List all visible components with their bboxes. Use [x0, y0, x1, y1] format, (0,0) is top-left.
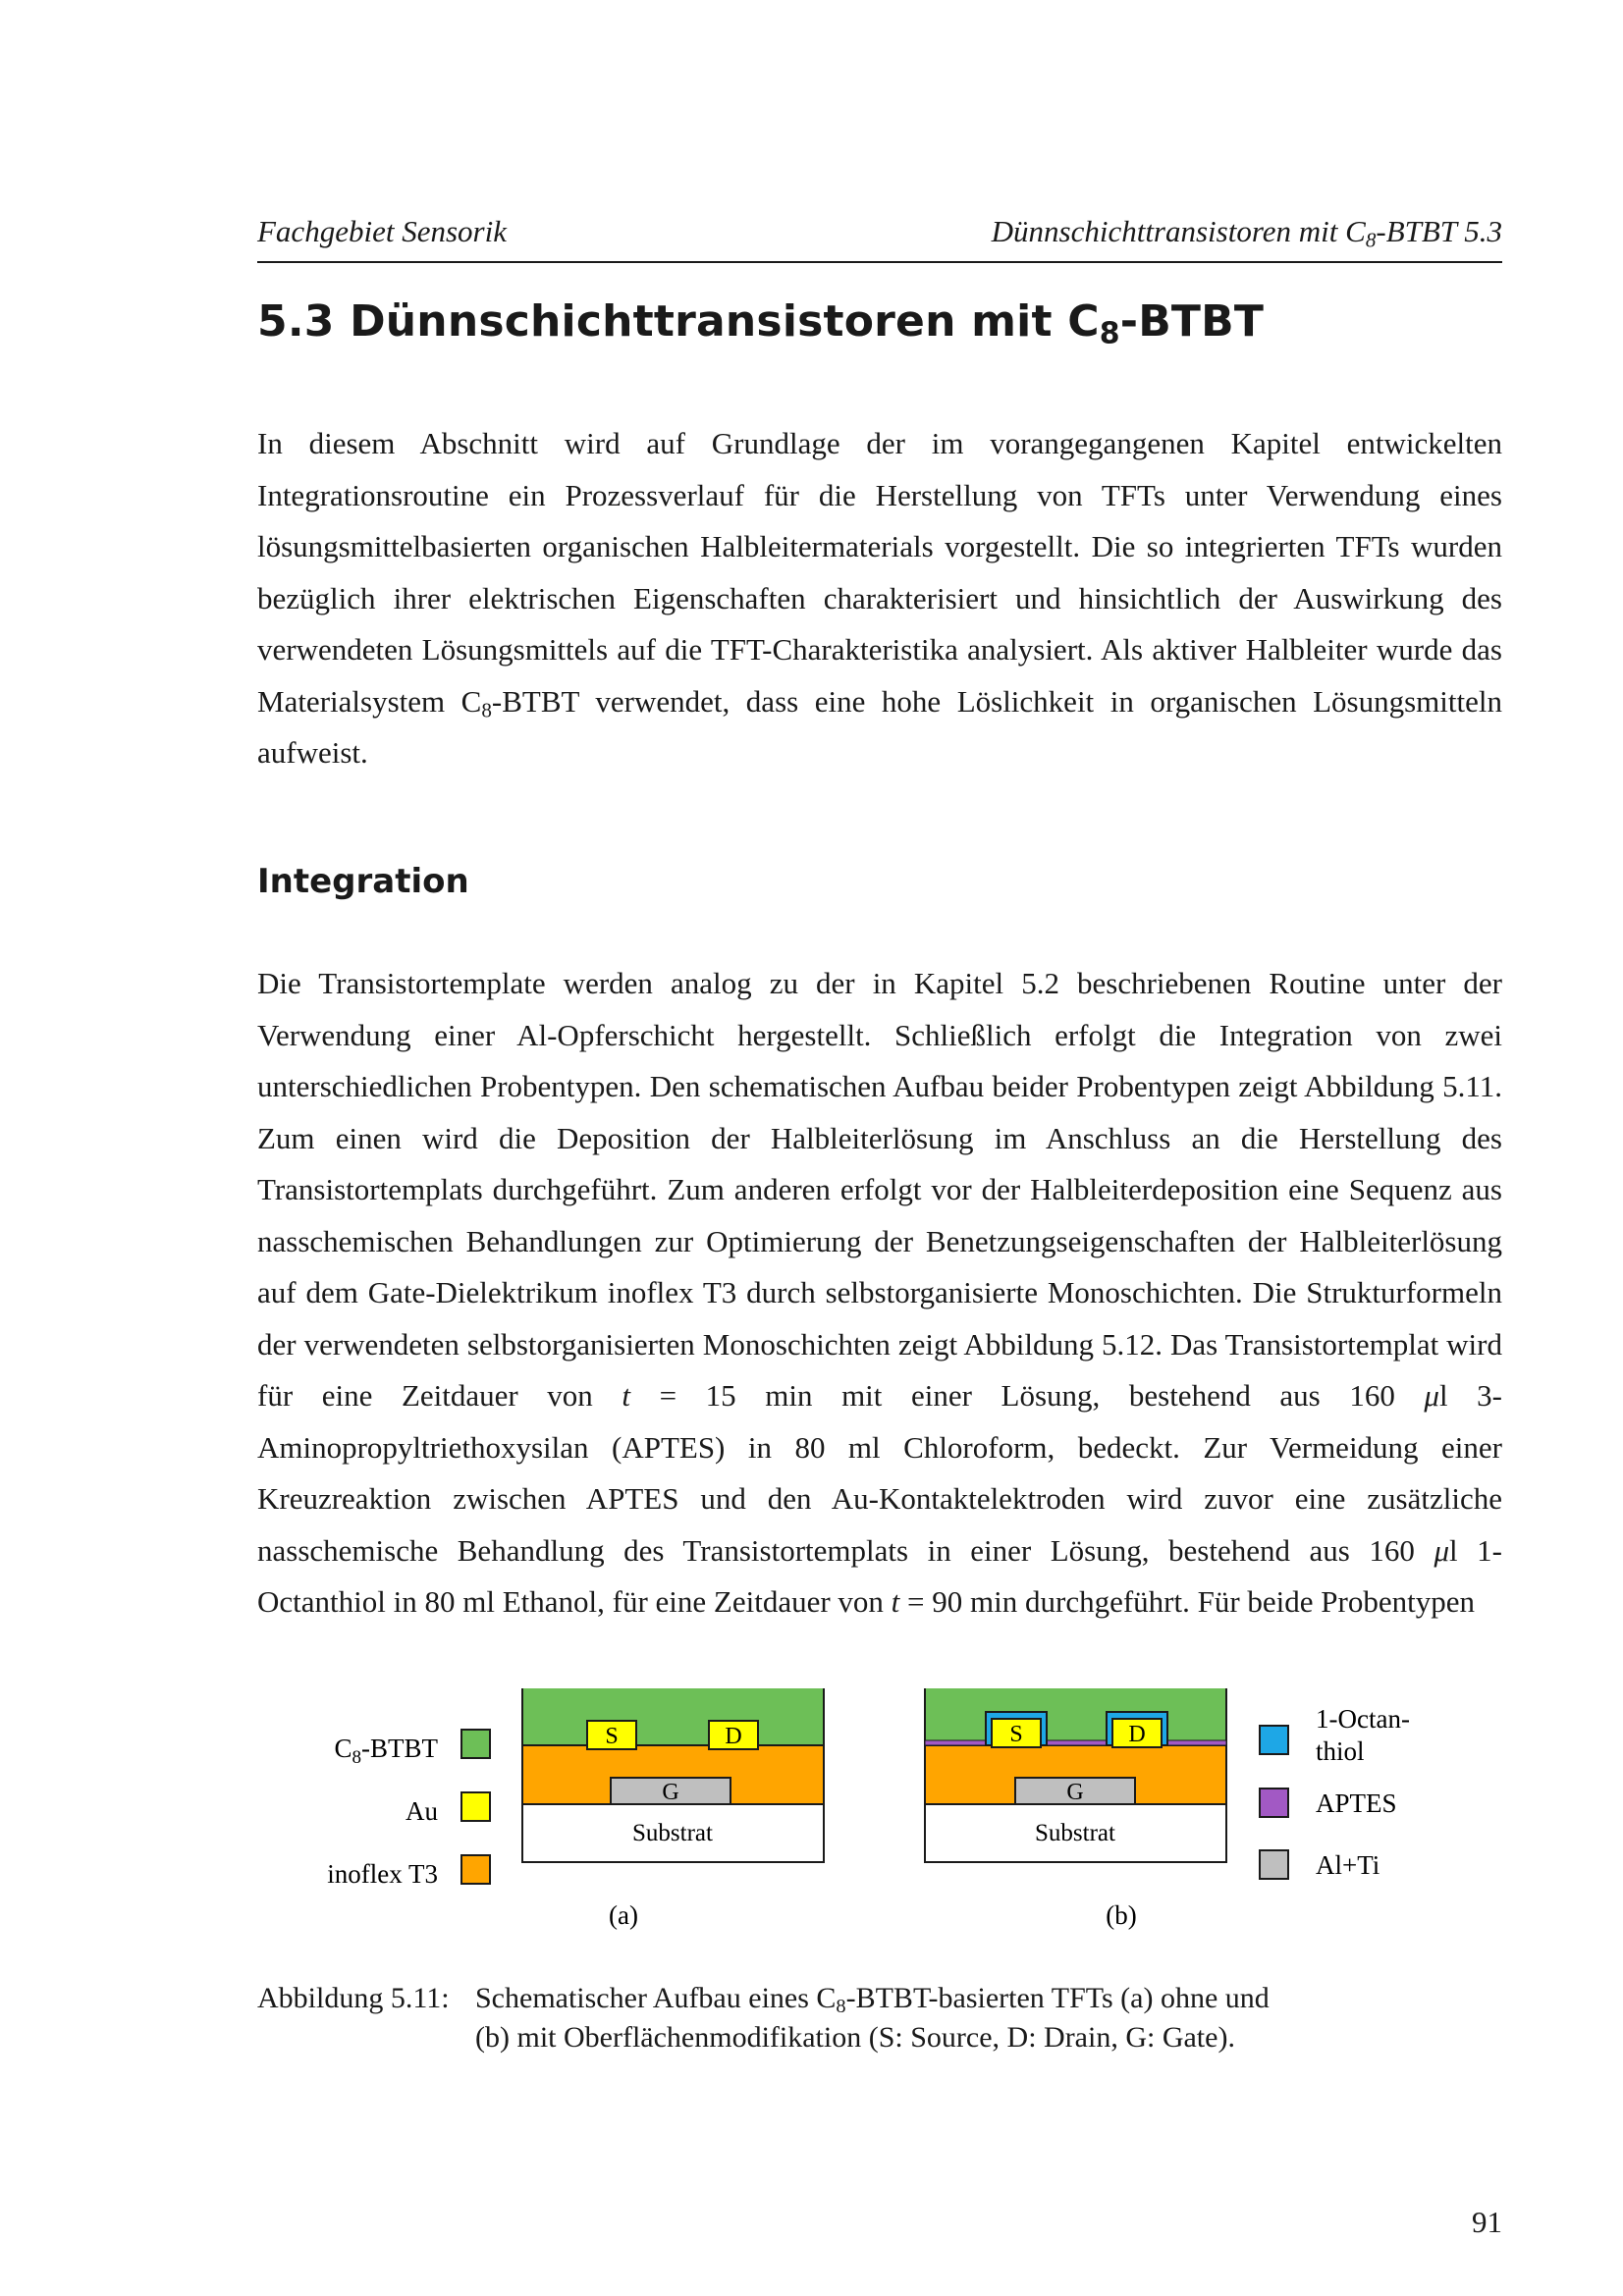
legend-swatch-inoflex: [461, 1855, 490, 1884]
gate-label-a: G: [662, 1780, 679, 1805]
header-right: Dünnschichttransistoren mit $C_8$-BTBT 5.3: [991, 214, 1502, 252]
drain-label-a: D: [725, 1724, 742, 1749]
legend-label-aptes: APTES: [1316, 1789, 1397, 1818]
legend-label-au: Au: [406, 1796, 438, 1826]
subfigure-label-b: (b): [1106, 1900, 1137, 1930]
layer-c8btbt-a: [522, 1688, 824, 1745]
source-label-a: S: [605, 1724, 619, 1749]
aptes-layer-b: [925, 1740, 1226, 1745]
legend-label-octanthiol-line1: 1-Octan-: [1316, 1704, 1410, 1734]
legend-swatch-c8btbt: [461, 1730, 490, 1758]
paragraph-integration: Die Transistortemplate werden analog zu der in Kapitel 5.2 beschriebenen Routine unter der Verwendung einer Al-Opferschicht hergestellt. Schließlich erfolgt die Integration von zwei unterschiedlichen Probentypen. Den schematischen Aufbau beider Probentypen zeigt Abbildung 5.11. Zum einen wird die Deposition der Halbleiterlösung im Anschluss an die Herstellung des Transistortemplats durchgeführt. Zum anderen erfolgt vor der Halbleiterdeposition eine Sequenz aus nasschemischen Behandlungen zur Optimierung der Benetzungseigenschaften der Halbleiterlösung auf dem Gate-Dielektrikum inoflex T3 durch selbstorganisierte Monoschichten. Die Strukturformeln der verwendeten selbstorganisierten Monoschichten zeigt Abbildung 5.12. Das Transistortemplat wird für eine Zeitdauer von t = 15 min mit einer Lösung, bestehend aus 160 μl 3-Aminopropyltriethoxysilan (APTES) in 80 ml Chloroform, bedeckt. Zur Vermeidung einer Kreuzreaktion zwischen APTES und den Au-Kontaktelektroden wird zuvor eine zusätzliche nasschemische Behandlung des Transistortemplats in einer Lösung, bestehend aus 160 μl 1-Octanthiol in 80 ml Ethanol, für eine Zeitdauer von t = 90 min durchgeführt. Für beide Probentypen: [257, 966, 1503, 1619]
subfigure-label-a: (a): [609, 1900, 638, 1930]
legend-label-c8btbt: $C_8$-BTBT: [334, 1734, 438, 1768]
source-label-b: S: [1009, 1722, 1023, 1747]
legend-label-octanthiol-line2: thiol: [1316, 1736, 1365, 1766]
legend-label-inoflex: inoflex T3: [327, 1859, 438, 1889]
legend-swatch-octanthiol: [1260, 1726, 1288, 1754]
layer-c8btbt-b: [925, 1688, 1226, 1745]
legend-label-alti: Al+Ti: [1316, 1850, 1380, 1880]
header-left: Fachgebiet Sensorik: [257, 214, 507, 248]
caption-line2: (b) mit Oberflächenmodifikation (S: Source, D: Drain, G: Gate).: [475, 2021, 1235, 2054]
caption-line1: Schematischer Aufbau eines $C_8-BTBT$-basierten TFTs (a) ohne und: [475, 1982, 1270, 2018]
page-number: 91: [1472, 2205, 1502, 2239]
legend-right: [1260, 1704, 1410, 1880]
diagram-b: [925, 1688, 1226, 1930]
legend-swatch-alti: [1260, 1850, 1288, 1879]
gate-label-b: G: [1066, 1780, 1084, 1805]
substrate-label-a: Substrat: [632, 1820, 713, 1846]
substrate-label-b: Substrat: [1035, 1820, 1115, 1846]
figure-caption: [257, 1979, 1386, 2057]
legend-swatch-aptes: [1260, 1789, 1288, 1817]
legend-left: [327, 1730, 490, 1889]
legend-swatch-au: [461, 1792, 490, 1821]
paragraph-intro: In diesem Abschnitt wird auf Grundlage der im vorangegangenen Kapitel entwickelten Integrationsroutine ein Prozessverlauf für die Herstellung von TFTs unter Verwendung eines lösungsmittelbasierten organischen Halbleitermaterials vorgestellt. Die so integrierten TFTs wurden bezüglich ihrer elektrischen Eigenschaften charakterisiert und hinsichtlich der Auswirkung des verwendeten Lösungsmittels auf die TFT-Charakteristika analysiert. Als aktiver Halbleiter wurde das Materialsystem $C_8$-BTBT verwendet, dass eine hohe Löslichkeit in organischen Lösungsmitteln aufweist.: [257, 426, 1503, 770]
drain-label-b: D: [1128, 1722, 1146, 1747]
caption-label: Abbildung 5.11:: [257, 1982, 450, 2014]
subsection-title: Integration: [257, 862, 469, 901]
figure-transistor-schematic: [0, 1688, 1623, 1963]
diagram-a: [522, 1688, 824, 1930]
running-header: [257, 214, 1502, 263]
section-title: 5.3 Dünnschichttransistoren mit $C_8$-BTBT: [257, 296, 1265, 351]
